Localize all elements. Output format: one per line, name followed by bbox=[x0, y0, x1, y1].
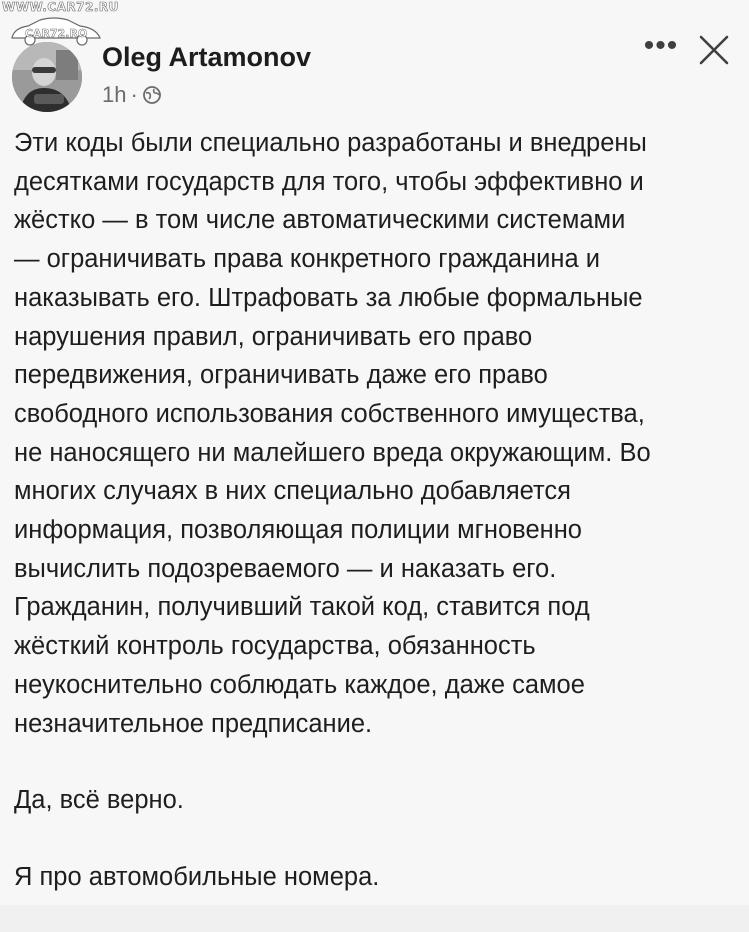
close-icon[interactable] bbox=[692, 28, 736, 72]
watermark-text: WWW.CAR72.RU bbox=[2, 0, 119, 14]
post-text-line: жёсткий контроль государства, обязанность bbox=[14, 632, 536, 661]
more-options-button[interactable] bbox=[640, 29, 682, 62]
post-paragraph bbox=[14, 858, 748, 897]
post-text-line: неукоснительно соблюдать каждое, даже самое bbox=[14, 670, 585, 699]
post-text-line: информация, позволяющая полиции мгновенно bbox=[14, 516, 582, 545]
post-paragraph bbox=[14, 781, 748, 820]
post-text-line: наказывать его. Штрафовать за любые формальные bbox=[14, 283, 643, 312]
post-text-line: десятками государств для того, чтобы эффективно и bbox=[14, 167, 644, 196]
post-text-line: свободного использования собственного имущества, bbox=[14, 399, 645, 428]
post-text-line: Гражданин, получивший такой код, ставится под bbox=[14, 593, 590, 622]
post-paragraph bbox=[14, 124, 748, 743]
post-text bbox=[14, 124, 748, 897]
post-meta bbox=[102, 82, 162, 108]
post-text-line: жёстко — в том числе автоматическими системами bbox=[14, 206, 626, 235]
post-text-line: незначительное предписание. bbox=[14, 709, 373, 738]
globe-icon bbox=[142, 85, 162, 105]
post-text-line: многих случаях в них специально добавляется bbox=[14, 477, 571, 506]
post-text-line: не наносящего ни малейшего вреда окружающим. Во bbox=[14, 438, 651, 467]
avatar[interactable] bbox=[12, 42, 82, 112]
post-text-line: — ограничивать права конкретного гражданина и bbox=[14, 245, 600, 274]
author-name[interactable]: Oleg Artamonov bbox=[102, 42, 312, 72]
more-icon: ••• bbox=[643, 29, 679, 62]
meta-separator: · bbox=[130, 82, 138, 107]
post-text-line: Я про автомобильные номера. bbox=[14, 862, 380, 891]
post-text-line: нарушения правил, ограничивать его право bbox=[14, 322, 533, 351]
watermark-logo-text: CAR72.RO bbox=[24, 27, 88, 40]
post-text-line: Да, всё верно. bbox=[14, 786, 184, 815]
bottom-divider bbox=[0, 905, 749, 932]
post-text-line: вычислить подозреваемого — и наказать его. bbox=[14, 554, 557, 583]
post-time[interactable]: 1h bbox=[102, 82, 127, 107]
post-text-line: Эти коды были специально разработаны и внедрены bbox=[14, 129, 647, 157]
post-text-line: передвижения, ограничивать даже его право bbox=[14, 361, 548, 390]
